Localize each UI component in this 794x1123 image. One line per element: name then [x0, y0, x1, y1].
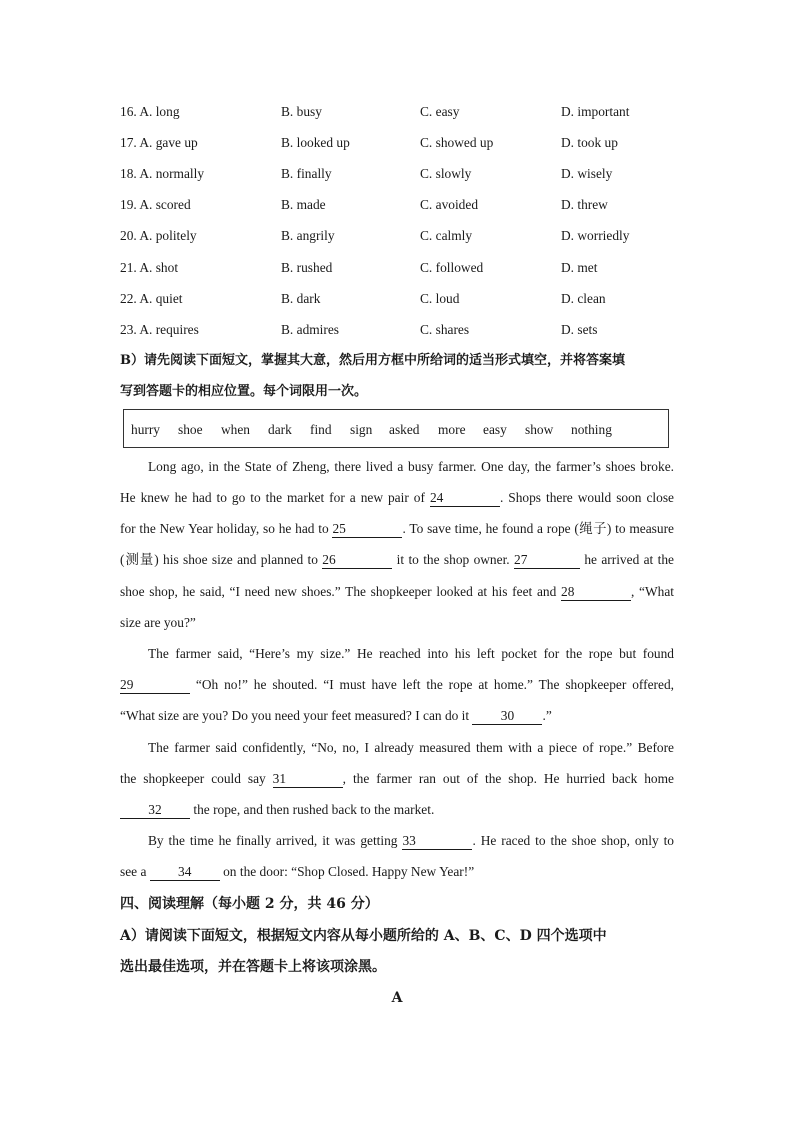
word-box-item: shoe	[178, 422, 203, 437]
passage-line	[120, 706, 674, 726]
word-box-item: show	[525, 422, 554, 437]
option-b: B. rushed	[281, 260, 333, 275]
question-23	[120, 320, 680, 340]
word-box-item: hurry	[131, 422, 161, 437]
section-four-heading: 四、阅读理解（每小题 2 分，共 46 分）	[120, 896, 379, 912]
option-b: B. busy	[281, 104, 322, 119]
passage-text: , “What	[631, 584, 674, 599]
passage-text: .”	[542, 708, 552, 723]
passage-text: the shopkeeper could say	[120, 771, 266, 786]
option-a: 21. A. shot	[120, 260, 179, 275]
option-c: C. shares	[420, 322, 470, 337]
option-a: 18. A. normally	[120, 166, 205, 181]
option-a: 22. A. quiet	[120, 291, 183, 306]
passage-text: see a	[120, 864, 147, 879]
passage-line	[120, 550, 674, 570]
passage-text: He knew he had to go to the market for a new pair of	[120, 490, 425, 505]
option-c: C. loud	[420, 291, 460, 306]
passage-label: A	[391, 990, 403, 1006]
option-d: D. important	[561, 104, 630, 119]
question-17	[120, 133, 680, 153]
passage-text: for the New Year holiday, so he had to	[120, 521, 329, 536]
passage-text: . He raced to the shoe shop, only to	[472, 833, 674, 848]
passage-line: The farmer said confidently, “No, no, I already measured them with a piece of rope.” Before	[148, 740, 674, 755]
word-box-item: when	[221, 422, 251, 437]
option-b: B. looked up	[281, 135, 350, 150]
option-c: C. followed	[420, 260, 484, 275]
passage-text: , the farmer ran out of the shop. He hurried back home	[342, 771, 674, 786]
word-box-item: more	[438, 422, 466, 437]
question-18	[120, 164, 680, 184]
blank-27: 27	[514, 552, 580, 569]
option-d: D. clean	[561, 291, 606, 306]
option-d: D. sets	[561, 322, 598, 337]
blank-34: 34	[150, 864, 220, 881]
passage-line	[120, 769, 674, 789]
question-20	[120, 226, 680, 246]
option-a: 19. A. scored	[120, 197, 191, 212]
passage-line: size are you?”	[120, 615, 196, 630]
blank-26: 26	[322, 552, 392, 569]
word-box-item: dark	[268, 422, 292, 437]
passage-line	[120, 488, 674, 508]
option-c: C. showed up	[420, 135, 494, 150]
option-b: B. angrily	[281, 228, 335, 243]
word-box-item: nothing	[571, 422, 612, 437]
passage-text: the rope, and then rushed back to the market.	[193, 802, 435, 817]
option-b: B. dark	[281, 291, 321, 306]
option-d: D. met	[561, 260, 598, 275]
blank-32: 32	[120, 802, 190, 819]
option-d: D. took up	[561, 135, 618, 150]
passage-text: shoe shop, he said, “I need new shoes.” The shopkeeper looked at his feet and	[120, 584, 557, 599]
passage-text: . Shops there would soon close	[499, 490, 674, 505]
passage-text: on the door: “Shop Closed. Happy New Year!”	[223, 864, 475, 879]
option-d: D. wisely	[561, 166, 613, 181]
passage-text: . To save time, he found a rope (绳子) to measure	[402, 521, 674, 536]
passage-text: (测量) his shoe size and planned to	[120, 552, 318, 567]
blank-33: 33	[402, 833, 472, 850]
word-box-item: easy	[483, 422, 507, 437]
section-four-instruction-cont: 选出最佳选项，并在答题卡上将该项涂黑。	[120, 959, 386, 975]
passage-line	[120, 519, 674, 539]
word-box-item: sign	[350, 422, 373, 437]
passage-text: he arrived at the	[584, 552, 674, 567]
option-b: B. admires	[281, 322, 340, 337]
blank-31: 31	[273, 771, 343, 788]
option-d: D. threw	[561, 197, 608, 212]
word-box-item: find	[310, 422, 332, 437]
blank-30: 30	[472, 708, 542, 725]
option-b: B. finally	[281, 166, 332, 181]
option-c: C. slowly	[420, 166, 472, 181]
option-c: C. calmly	[420, 228, 473, 243]
option-a: 23. A. requires	[120, 322, 199, 337]
blank-28: 28	[561, 584, 631, 601]
option-a: 17. A. gave up	[120, 135, 198, 150]
passage-text: “What size are you? Do you need your feet measured? I can do it	[120, 708, 470, 723]
blank-24: 24	[430, 490, 500, 507]
word-box	[123, 409, 669, 448]
passage-line: The farmer said, “Here’s my size.” He reached into his left pocket for the rope but found	[148, 646, 674, 661]
option-c: C. easy	[420, 104, 460, 119]
passage-line	[120, 675, 674, 695]
passage-text: “Oh no!” he shouted. “I must have left the rope at home.” The shopkeeper offered,	[195, 677, 674, 692]
word-box-item: asked	[389, 422, 420, 437]
question-16	[120, 102, 680, 122]
section-four-instruction: A）请阅读下面短文，根据短文内容从每小题所给的 A、B、C、D 四个选项中	[120, 928, 607, 944]
question-19	[120, 195, 680, 215]
passage-text: it to the shop owner.	[396, 552, 510, 567]
passage-text: By the time he finally arrived, it was getting	[148, 833, 398, 848]
blank-25: 25	[332, 521, 402, 538]
option-b: B. made	[281, 197, 326, 212]
passage-line	[120, 800, 674, 820]
blank-29: 29	[120, 677, 190, 694]
passage-line	[120, 582, 674, 602]
passage-line: Long ago, in the State of Zheng, there lived a busy farmer. One day, the farmer’s shoes broke.	[148, 459, 674, 474]
passage-line	[148, 831, 674, 851]
question-21	[120, 258, 680, 278]
option-d: D. worriedly	[561, 228, 630, 243]
passage-line	[120, 862, 674, 882]
option-a: 20. A. politely	[120, 228, 197, 243]
section-b-instruction-cont: 写到答题卡的相应位置。每个词限用一次。	[120, 384, 368, 399]
section-b-instruction: B）请先阅读下面短文，掌握其大意，然后用方框中所给词的适当形式填空，并将答案填	[120, 353, 625, 368]
question-22	[120, 289, 680, 309]
option-a: 16. A. long	[120, 104, 180, 119]
option-c: C. avoided	[420, 197, 479, 212]
